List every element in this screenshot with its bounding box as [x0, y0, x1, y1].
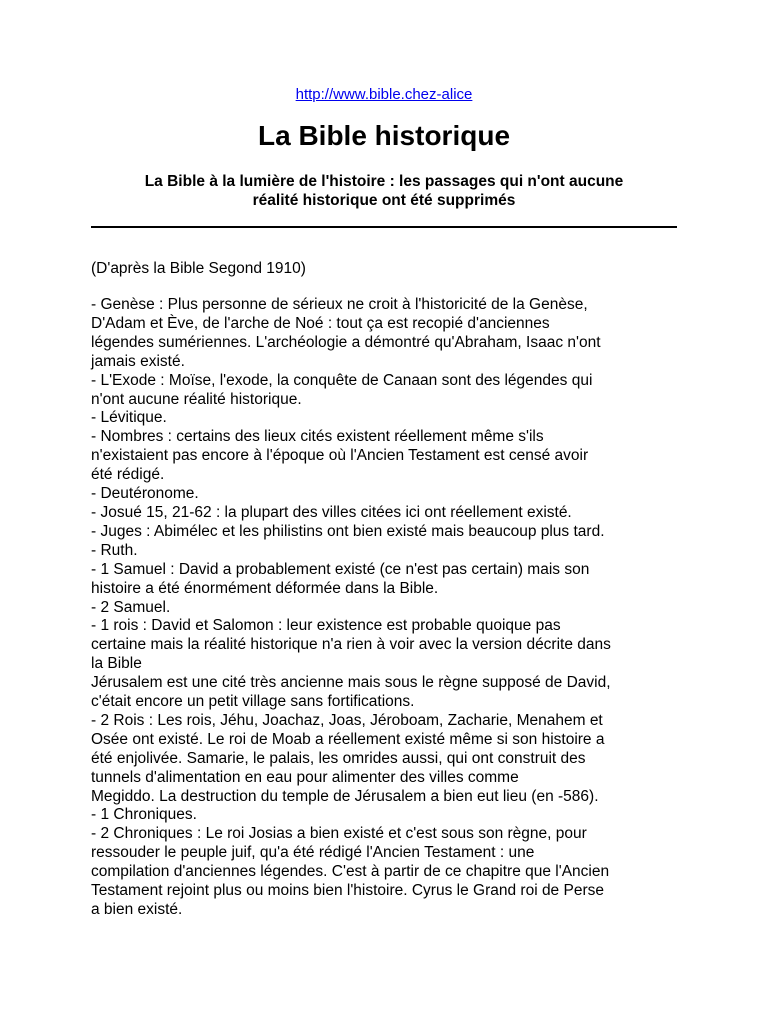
horizontal-divider [91, 226, 677, 228]
body-line: n'existaient pas encore à l'époque où l'Ancien Testament est censé avoir [91, 447, 589, 465]
body-line: - 1 rois : David et Salomon : leur existence est probable quoique pas [91, 617, 561, 635]
body-line: Jérusalem est une cité très ancienne mais sous le règne supposé de David, [91, 674, 611, 692]
subtitle-line: réalité historique ont été supprimés [252, 192, 516, 209]
body-line: tunnels d'alimentation en eau pour alimenter des villes comme [91, 768, 519, 786]
source-link[interactable]: http://www.bible.chez-alice [295, 86, 473, 103]
body-line: Osée ont existé. Le roi de Moab a réellement existé même si son histoire a [91, 730, 605, 748]
body-line: - Lévitique. [91, 409, 167, 427]
body-line: - Ruth. [91, 541, 138, 559]
body-line: légendes sumériennes. L'archéologie a démontré qu'Abraham, Isaac n'ont [91, 333, 601, 351]
body-line: - 2 Rois : Les rois, Jéhu, Joachaz, Joas, Jéroboam, Zacharie, Menahem et [91, 711, 603, 729]
page-subtitle [100, 172, 668, 210]
body-line: Megiddo. La destruction du temple de Jérusalem a bien eut lieu (en -586). [91, 787, 599, 805]
body-line: - Josué 15, 21-62 : la plupart des villes citées ici ont réellement existé. [91, 503, 572, 521]
body-line: jamais existé. [91, 352, 185, 370]
body-line: - Genèse : Plus personne de sérieux ne croit à l'historicité de la Genèse, [91, 296, 588, 313]
body-line: ressouder le peuple juif, qu'a été rédigé l'Ancien Testament : une [91, 844, 535, 862]
body-line: histoire a été énormément déformée dans la Bible. [91, 579, 439, 597]
body-line: - Juges : Abimélec et les philistins ont bien existé mais beaucoup plus tard. [91, 522, 605, 540]
body-line: D'Adam et Ève, de l'arche de Noé : tout ça est recopié d'anciennes [91, 314, 550, 332]
body-line: - 2 Samuel. [91, 598, 171, 616]
body-line: été rédigé. [91, 466, 165, 484]
body-line: - 1 Samuel : David a probablement existé (ce n'est pas certain) mais son [91, 560, 590, 578]
body-line: - Nombres : certains des lieux cités existent réellement même s'ils [91, 428, 544, 446]
body-line: - 2 Chroniques : Le roi Josias a bien existé et c'est sous son règne, pour [91, 825, 587, 843]
body-line: compilation d'anciennes légendes. C'est à partir de ce chapitre que l'Ancien [91, 863, 610, 881]
body-line: a bien existé. [91, 901, 183, 918]
body-line: la Bible [91, 655, 142, 673]
subtitle-line: La Bible à la lumière de l'histoire : les passages qui n'ont aucune [144, 173, 624, 190]
body-line: été enjolivée. Samarie, le palais, les omrides aussi, qui ont construit des [91, 749, 586, 767]
edition-note: (D'après la Bible Segond 1910) [91, 260, 306, 277]
body-text [91, 296, 681, 920]
page-title: La Bible historique [257, 120, 511, 151]
body-line: - 1 Chroniques. [91, 806, 197, 824]
body-line: certaine mais la réalité historique n'a rien à voir avec la version décrite dans [91, 636, 611, 654]
body-line: - Deutéronome. [91, 485, 199, 503]
body-line: c'était encore un petit village sans fortifications. [91, 693, 415, 711]
body-line: - L'Exode : Moïse, l'exode, la conquête de Canaan sont des légendes qui [91, 371, 593, 389]
body-line: n'ont aucune réalité historique. [91, 390, 302, 408]
body-line: Testament rejoint plus ou moins bien l'histoire. Cyrus le Grand roi de Perse [91, 882, 604, 900]
